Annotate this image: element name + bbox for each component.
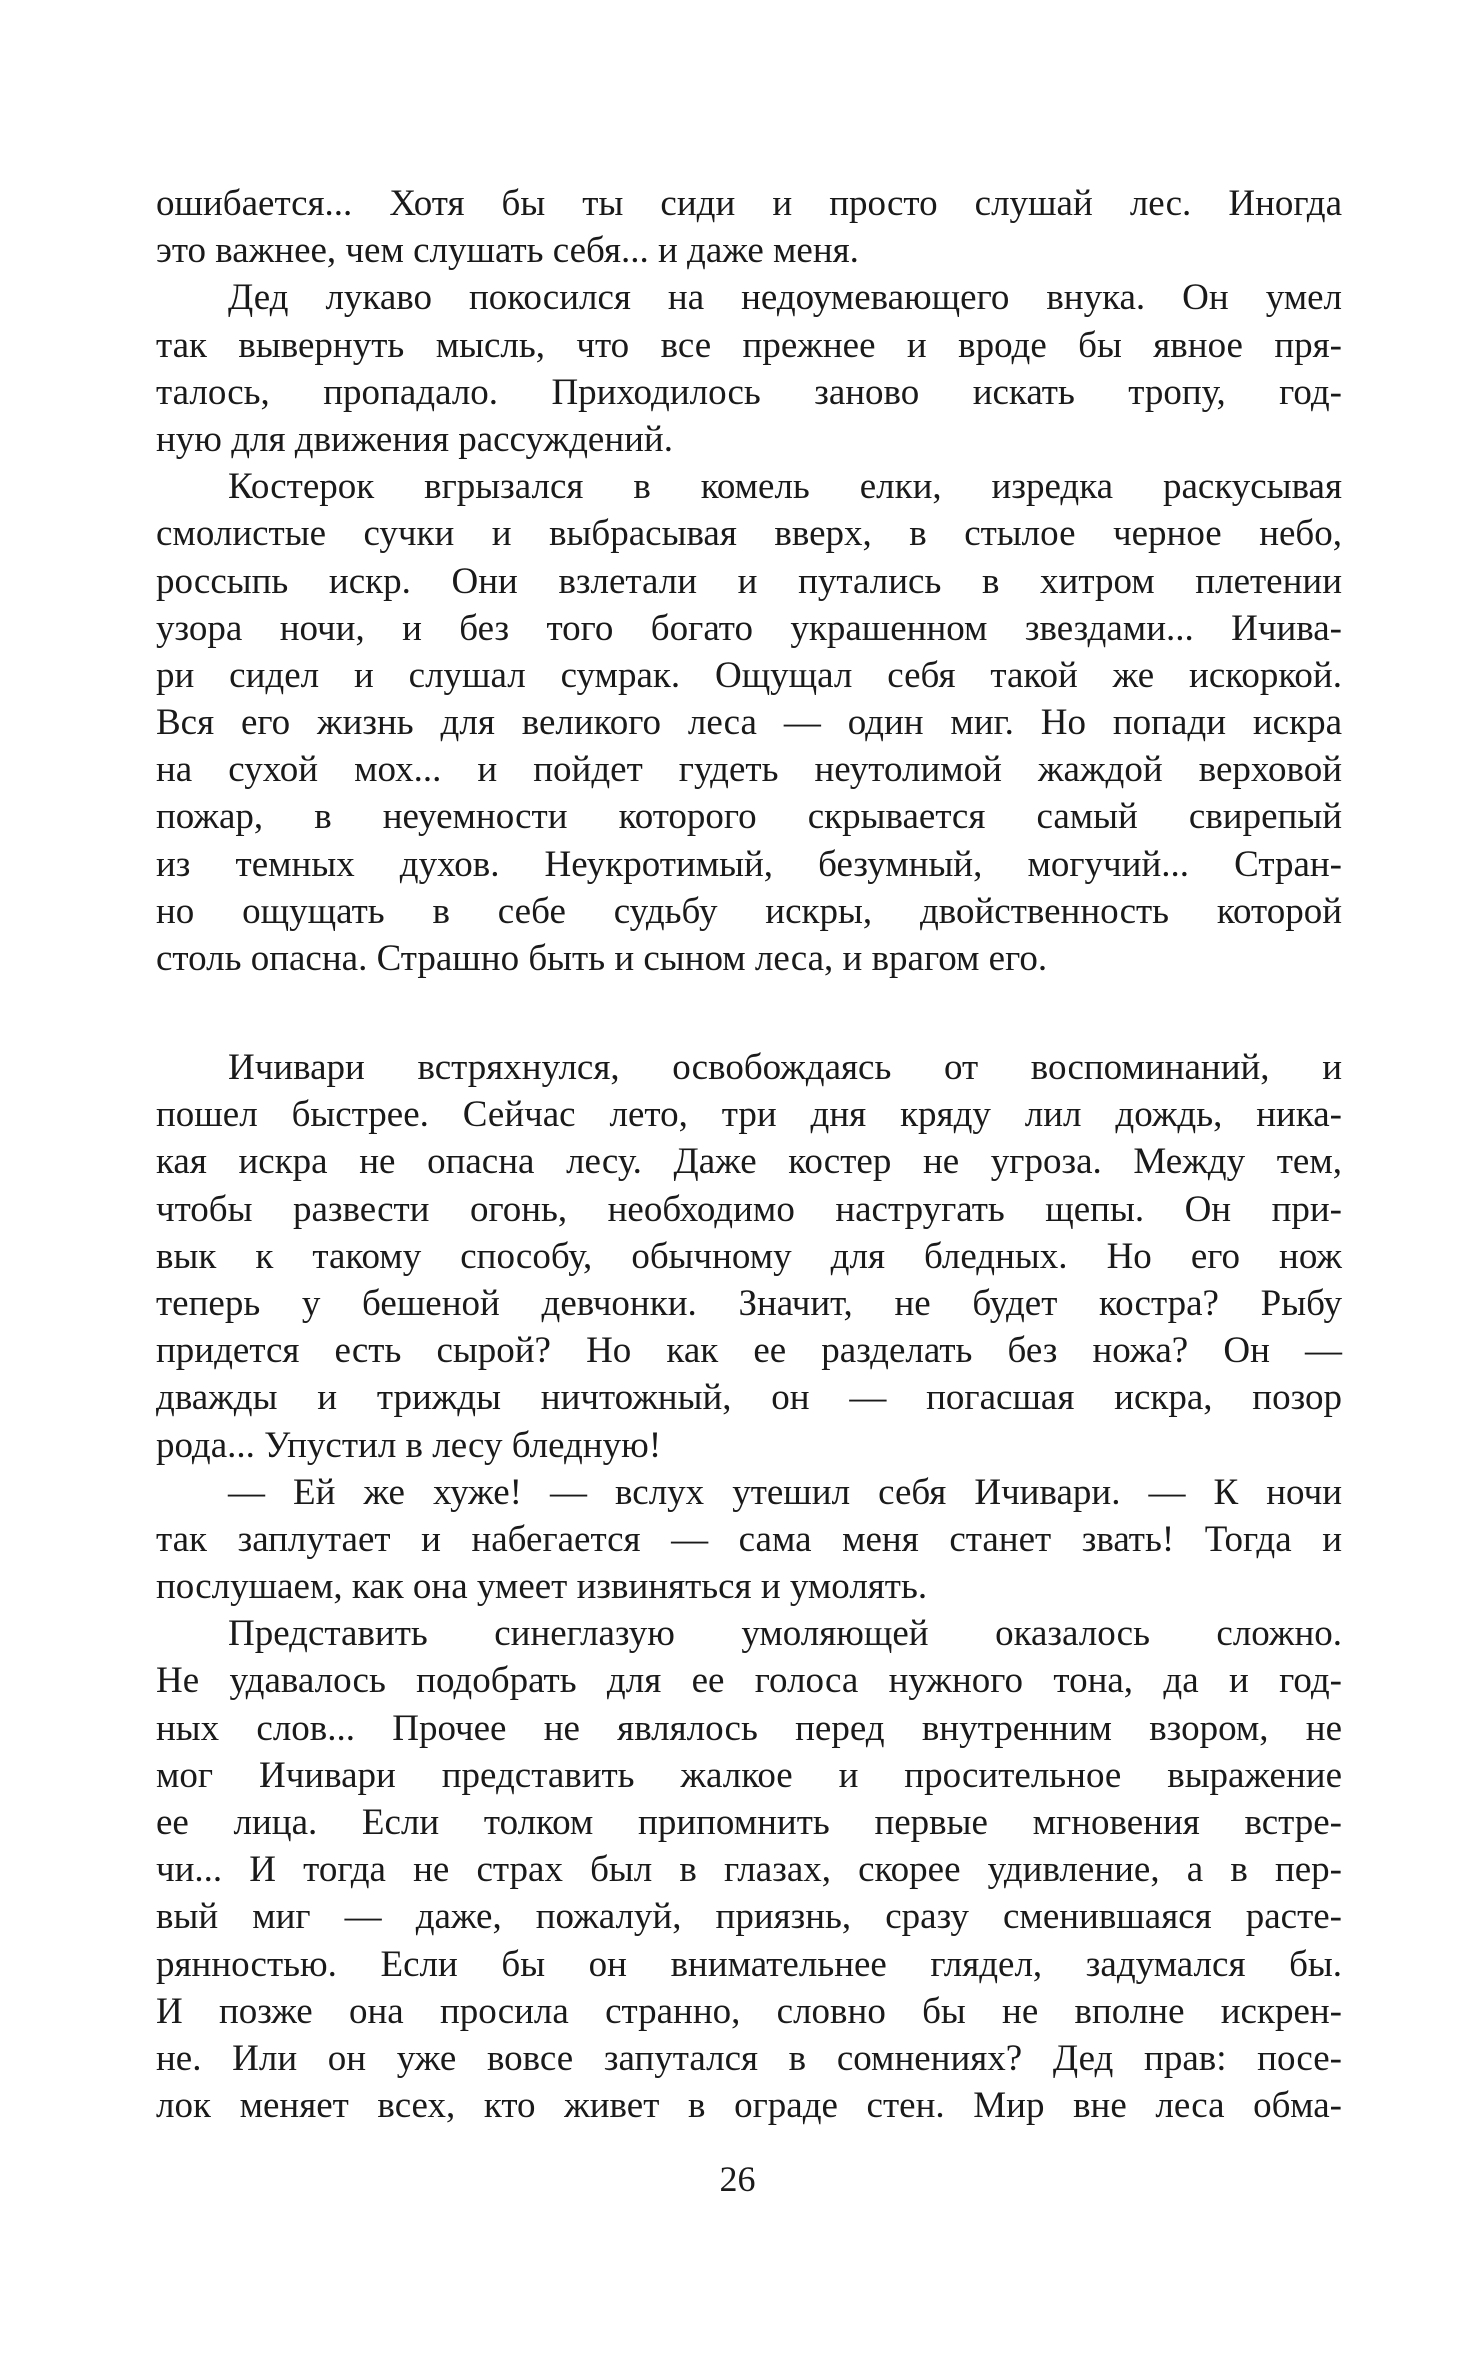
text-line: послушаем, как она умеет извиняться и умолять. bbox=[156, 1566, 928, 1608]
text-line: рода... Упустил в лесу бледную! bbox=[156, 1424, 662, 1466]
text-line: вый миг — даже, пожалуй, приязнь, сразу сменившаяся расте- bbox=[156, 1896, 1342, 1938]
text-line: ри сидел и слушал сумрак. Ощущал себя такой же искоркой. bbox=[156, 654, 1342, 696]
text-line: на сухой мох... и пойдет гудеть неутолимой жаждой верховой bbox=[156, 749, 1342, 791]
text-line: это важнее, чем слушать себя... и даже меня. bbox=[156, 230, 859, 272]
text-block-1 bbox=[156, 180, 1342, 982]
text-line: рянностью. Если бы он внимательнее глядел, задумался бы. bbox=[156, 1943, 1342, 1985]
page-number: 26 bbox=[719, 2159, 756, 2199]
text-line: смолистые сучки и выбрасывая вверх, в стылое черное небо, bbox=[156, 513, 1342, 555]
text-line: лок меняет всех, кто живет в ограде стен. Мир вне леса обма- bbox=[156, 2085, 1342, 2127]
text-line: так вывернуть мысль, что все прежнее и вроде бы явное пря- bbox=[156, 324, 1342, 366]
text-line: талось, пропадало. Приходилось заново искать тропу, год- bbox=[156, 371, 1342, 413]
text-line: мог Ичивари представить жалкое и просительное выражение bbox=[156, 1754, 1342, 1796]
text-line: ошибается... Хотя бы ты сиди и просто слушай лес. Иногда bbox=[156, 183, 1342, 224]
text-line: россыпь искр. Они взлетали и путались в хитром плетении bbox=[156, 560, 1342, 602]
text-line: узора ночи, и без того богато украшенном звездами... Ичива- bbox=[156, 607, 1342, 649]
text-line: И позже она просила странно, словно бы не вполне искрен- bbox=[156, 1990, 1342, 2032]
text-line: так заплутает и набегается — сама меня станет звать! Тогда и bbox=[156, 1518, 1342, 1560]
text-line: из темных духов. Неукротимый, безумный, могучий... Стран- bbox=[156, 843, 1342, 885]
text-line: пошел быстрее. Сейчас лето, три дня кряду лил дождь, ника- bbox=[156, 1094, 1342, 1136]
text-line: ных слов... Прочее не являлось перед внутренним взором, не bbox=[156, 1707, 1342, 1749]
text-line: — Ей же хуже! — вслух утешил себя Ичивари. — К ночи bbox=[228, 1471, 1342, 1513]
text-line: ее лица. Если толком припомнить первые мгновения встре- bbox=[156, 1802, 1342, 1843]
text-line: столь опасна. Страшно быть и сыном леса, и врагом его. bbox=[156, 938, 1048, 979]
text-line: пожар, в неуемности которого скрывается самый свирепый bbox=[156, 796, 1342, 838]
text-line: Костерок вгрызался в комель елки, изредка раскусывая bbox=[228, 466, 1342, 508]
text-line: ную для движения рассуждений. bbox=[156, 418, 673, 460]
text-line: дважды и трижды ничтожный, он — погасшая искра, позор bbox=[156, 1377, 1342, 1419]
text-line: Не удавалось подобрать для ее голоса нужного тона, да и год- bbox=[156, 1660, 1342, 1702]
text-line: Дед лукаво покосился на недоумевающего внука. Он умел bbox=[228, 277, 1342, 319]
text-line: Вся его жизнь для великого леса — один миг. Но попади искра bbox=[156, 702, 1342, 744]
text-line: теперь у бешеной девчонки. Значит, не будет костра? Рыбу bbox=[156, 1282, 1342, 1324]
text-line: придется есть сырой? Но как ее разделать без ножа? Он — bbox=[156, 1330, 1342, 1372]
text-line: вык к такому способу, обычному для бледных. Но его нож bbox=[156, 1235, 1342, 1277]
text-line: не. Или он уже вовсе запутался в сомнениях? Дед прав: посе- bbox=[156, 2037, 1342, 2079]
text-line: но ощущать в себе судьбу искры, двойственность которой bbox=[156, 890, 1342, 932]
text-line: чи... И тогда не страх был в глазах, скорее удивление, а в пер- bbox=[156, 1849, 1342, 1891]
text-block-2 bbox=[156, 1044, 1342, 2129]
text-line: Ичивари встряхнулся, освобождаясь от воспоминаний, и bbox=[228, 1047, 1342, 1088]
text-line: Представить синеглазую умоляющей оказалось сложно. bbox=[228, 1613, 1342, 1655]
text-line: кая искра не опасна лесу. Даже костер не угроза. Между тем, bbox=[156, 1141, 1342, 1183]
text-line: чтобы развести огонь, необходимо настругать щепы. Он при- bbox=[156, 1188, 1342, 1230]
